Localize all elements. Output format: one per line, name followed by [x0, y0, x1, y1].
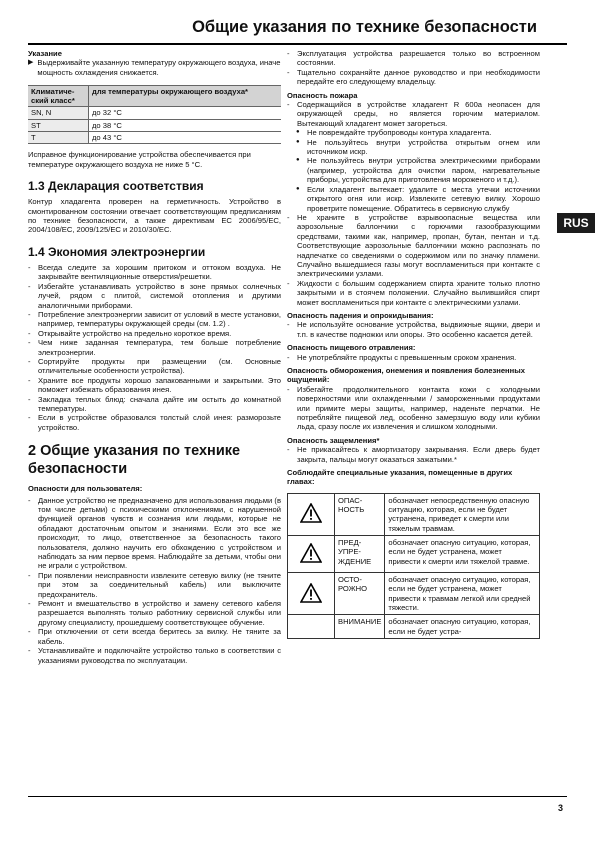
list-item: - Эксплуатация устройства разрешается только во встроенном состоянии. — [287, 49, 540, 68]
table-row — [288, 536, 540, 573]
signal-word: ПРЕД-УПРЕ-ЖДЕНИЕ — [335, 536, 385, 573]
list-item: - Данное устройство не предназначено для использования людьми (в том числе детьми) с психическими отклонениями, с нарушенной функцией органов чувств и сознания или людьми, которые не обладают достаточным опытом и знаниями. Если это все же происходит, то лицо, ответственное за безопасность такого пользователя, должно научить его обхождению с устройством и наблюдать за ним первое время. Наблюдайте за детьми, чтобы они не играли с устройством. — [28, 496, 281, 571]
page-number: 3 — [558, 803, 564, 813]
list-item: ● Если хладагент вытекает: удалите с места утечки источники открытого огня или искр. Извлеките сетевую вилку. Хорошо проветрите помещение. Обратитесь в сервисную службу — [287, 185, 540, 213]
list-item: - Ремонт и вмешательство в устройство и замену сетевого кабеля разрешается выполнять только работнику сервисной службы или другому специалисту, прошедшему соответствующее обучение. — [28, 599, 281, 627]
list-item: ● Не пользуйтесь внутри устройства открытым огнем или источником искр. — [287, 138, 540, 157]
frost-list — [287, 385, 540, 432]
list-item: - Закладка теплых блюд: сначала дайте им остыть до комнатной температуры. — [28, 395, 281, 414]
list-item: - Чем ниже заданная температура, тем больше потребление электроэнергии. — [28, 338, 281, 357]
user-hazards-list — [28, 496, 281, 665]
list-item: - Устанавливайте и подключайте устройство только в соответствии с указаниями руководства по эксплуатации. — [28, 646, 281, 665]
signal-description: обозначает опасную ситуацию, которая, если не будет устранена, может привести к травмам легкой или средней тяжести. — [385, 573, 540, 615]
fire-storage-list — [287, 213, 540, 307]
list-item: - Не прикасайтесь к амортизатору закрывания. Если дверь будет закрыта, пальцы могут оказаться зажатыми.* — [287, 445, 540, 464]
right-column — [287, 49, 540, 639]
user-hazards-heading: Опасности для пользователя: — [28, 484, 143, 494]
list-item: - Сортируйте продукты при размещении (см. Основные отличительные особенности устройства). — [28, 357, 281, 376]
signal-words-heading: Соблюдайте специальные указания, помещенные в других главах: — [287, 468, 513, 487]
fall-hazard-heading: Опасность падения и опрокидывания: — [287, 310, 434, 320]
fire-hazard-heading: Опасность пожара — [287, 90, 358, 100]
arrow-right-icon: ▶ — [28, 59, 34, 67]
list-item: ● Не повреждайте трубопроводы контура хладагента. — [287, 128, 540, 137]
climate-note: Исправное функционирование устройства обеспечивается при температуре окружающего воздуха не ниже 5 °C. — [28, 150, 251, 169]
climate-header-temp: для температуры окружающего воздуха* — [89, 86, 282, 107]
list-item: - Всегда следите за хорошим притоком и оттоком воздуха. Не закрывайте вентиляционные отверстия/решетки. — [28, 263, 281, 282]
list-item: - Если в устройстве образовался толстый слой инея: разморозьте устройство. — [28, 413, 281, 432]
warning-triangle-icon — [300, 503, 322, 523]
language-badge: RUS — [557, 213, 595, 233]
table-cell: T — [28, 132, 89, 144]
left-column — [28, 49, 281, 665]
signal-description: обозначает опасную ситуацию, которая, если не будет устра- — [385, 615, 540, 639]
food-list — [287, 353, 540, 362]
warning-triangle-icon — [300, 583, 322, 603]
signal-word: ОПАС-НОСТЬ — [335, 493, 385, 535]
pinch-hazard-heading: Опасность защемления* — [287, 435, 380, 445]
table-cell: до 32 °C — [89, 107, 282, 119]
table-row — [28, 132, 281, 144]
list-item: - При появлении неисправности извлеките сетевую вилку (не тяните при этом за соединительный кабель) или выключите предохранитель. — [28, 571, 281, 599]
list-item: - Жидкости с большим содержанием спирта храните только плотно закрытыми и в стоячем положении. Случайно вылившийся спирт может воспламениться при контакте с электрическими узлами. — [287, 279, 540, 307]
signal-description: обозначает непосредственную опасную ситуацию, которая, если не будет устранена, приведет к смерти или тяжелым травмам. — [385, 493, 540, 535]
list-item: ● Не пользуйтесь внутри устройства электрическими приборами (например, устройства для очистки паром, нагревательные приборы, устройства для приготовления мороженого и т.д.). — [287, 156, 540, 184]
list-item: - Тщательно сохраняйте данное руководство и при необходимости передайте его следующему владельцу. — [287, 68, 540, 87]
list-item: - Не храните в устройстве взрывоопасные вещества или аэрозольные баллончики с горючими газообразующими средствами, такими как, например, пропан, бутан, пентан и т.д. Соответствующие аэрозольные баллончики можно распознать по надпечатке со сведениями о содержимом или по значку пламени. Случайно вышедшиеся газы могут воспламениться при контакте с электрическими узлами. — [287, 213, 540, 279]
warning-triangle-icon — [300, 543, 322, 563]
list-item: - Не используйте основание устройства, выдвижные ящики, двери и т.п. в качестве подножки или опоры. Это особенно касается детей. — [287, 320, 540, 339]
fire-intro-list — [287, 100, 540, 128]
signal-word: ОСТО-РОЖНО — [335, 573, 385, 615]
list-item: - При отключении от сети всегда беритесь за вилку. Не тяните за кабель. — [28, 627, 281, 646]
table-row — [28, 119, 281, 131]
table-row — [28, 107, 281, 119]
table-row — [288, 573, 540, 615]
table-row — [288, 493, 540, 535]
list-item: - Не употребляйте продукты с превышенным сроком хранения. — [287, 353, 540, 362]
fall-list — [287, 320, 540, 339]
climate-class-table — [28, 85, 281, 144]
list-item: - Избегайте устанавливать устройство в зоне прямых солнечных лучей, рядом с плитой, системой отопления и другими аналогичными приборами. — [28, 282, 281, 310]
section-1-3-text: Контур хладагента проверен на герметичность. Устройство в смонтированном состоянии отвечает соответствующим предписаниям по технике безопасности, а также директивам ЕС 2006/95/EC, 2004/108/EC, 2009/125/EC и 2010/30/EC. — [28, 197, 281, 235]
pinch-list — [287, 445, 540, 464]
table-cell: до 43 °C — [89, 132, 282, 144]
frost-hazard-heading: Опасность обморожения, онемения и появления болезненных ощущений: — [287, 366, 525, 385]
header-divider — [28, 43, 567, 45]
list-item: - Потребление электроэнергии зависит от условий в месте установки, например, температуры окружающей среды (см. 1.2) . — [28, 310, 281, 329]
footer-divider — [28, 796, 567, 797]
section-1-3-title: 1.3 Декларация соответствия — [28, 179, 204, 194]
list-item: - Избегайте продолжительного контакта кожи с холодными поверхностями или охлажденными / замороженными продуктами или примите меры защиты, например, наденьте перчатки. Не потребляйте пищевой лед, особенно замерзшую воду или кубики льда, сразу после их извлечения и слишком холодными. — [287, 385, 540, 432]
note-text: Выдерживайте указанную температуру окружающего воздуха, иначе мощность охлаждения снижается. — [37, 58, 281, 77]
climate-header-class: Климатиче-ский класс* — [28, 86, 89, 107]
signal-words-table — [287, 493, 540, 639]
signal-word: ВНИМАНИЕ — [335, 615, 385, 639]
list-item: - Храните все продукты хорошо запакованными и закрытыми. Это поможет избежать образования инея. — [28, 376, 281, 395]
list-item: - Открывайте устройство на предельно короткое время. — [28, 329, 281, 338]
table-row — [288, 615, 540, 639]
fire-bullet-list — [287, 128, 540, 213]
table-cell: SN, N — [28, 107, 89, 119]
operation-list — [287, 49, 540, 87]
section-2-title: 2 Общие указания по технике безопасности — [28, 443, 241, 478]
energy-saving-list — [28, 263, 281, 432]
food-hazard-heading: Опасность пищевого отравления: — [287, 343, 416, 353]
list-item: - Содержащийся в устройстве хладагент R 600a неопасен для окружающей среды, но является горючим материалом. Вытекающий хладагент может загореться. — [287, 100, 540, 128]
table-cell: ST — [28, 119, 89, 131]
signal-description: обозначает опасную ситуацию, которая, если не будет устранена, может привести к смерти или тяжелой травме. — [385, 536, 540, 573]
page-header-title: Общие указания по технике безопасности — [192, 18, 537, 36]
note-heading: Указание — [28, 49, 62, 58]
table-cell: до 38 °C — [89, 119, 282, 131]
section-1-4-title: 1.4 Экономия электроэнергии — [28, 244, 206, 259]
